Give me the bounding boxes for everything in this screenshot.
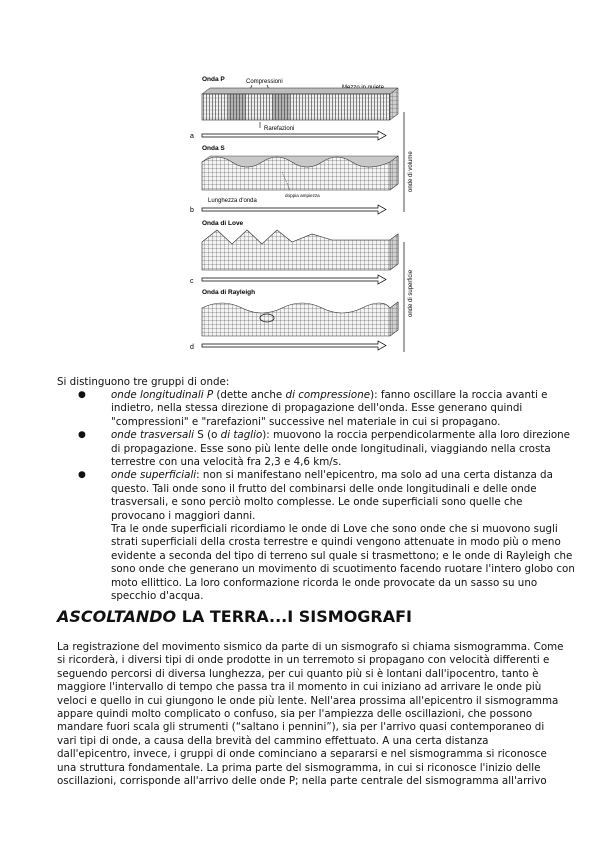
panel-s-title: Onda S — [202, 145, 225, 152]
intro-text: Si distinguono tre gruppi di onde: — [57, 376, 230, 388]
heading-rest: LA TERRA...I SISMOGRAFI — [176, 607, 413, 626]
surface-line: questo. Tali onde sono il frutto del combinarsi delle onde longitudinali e delle onde — [111, 482, 537, 495]
label-compressioni: Compressioni — [246, 79, 283, 85]
p-pre: (dette anche — [213, 389, 286, 401]
label-onde-di-volume: onde di volume — [408, 151, 414, 192]
panel-b-letter: b — [190, 207, 194, 214]
list-item-surface-waves — [57, 469, 575, 603]
label-doppia-ampiezza: doppia ampiezza — [285, 193, 320, 198]
term-surface: onde superficiali — [111, 469, 197, 482]
label-lunghezza-onda: Lunghezza d'onda — [208, 198, 257, 204]
bullet-icon: ● — [78, 390, 86, 400]
surface-line: provocano i maggiori danni. — [111, 509, 256, 522]
label-rarefazioni: Rarefazioni — [264, 126, 295, 132]
p-alt: di compressione — [285, 389, 371, 401]
list-item-s-waves — [57, 429, 571, 469]
surface-line: evidente a seconda del tipo di terreno sul quale si trasmettono; e le onde di Rayleigh che — [111, 549, 573, 562]
s-alt: di taglio — [220, 429, 263, 442]
list-item-p-waves — [57, 389, 557, 429]
paragraph-line: una struttura fondamentale. La prima parte del sismogramma, in cui si riconosce l'inizio delle — [57, 761, 541, 774]
p-line: ): fanno oscillare la roccia avanti e — [370, 389, 548, 401]
paragraph-line: dall'epicentro, invece, i gruppi di onde cominciano a separarsi e nel sismogramma si riconosce — [57, 748, 547, 761]
panel-love-wave — [190, 220, 398, 285]
paragraph-line: mandare fuori scala gli strumenti (“saltano i pennini”), sia per l'arrivo quasi contemporaneo di — [57, 721, 545, 734]
paragraph-line: si ricorderà, i diversi tipi di onde prodotte in un terremoto si propagano con velocità differenti e — [57, 654, 550, 667]
surface-line: Tra le onde superficiali ricordiamo le onde di Love che sono onde che si muovono sugli — [111, 523, 558, 536]
section-paragraph — [57, 641, 564, 788]
surface-line: specchio d'acqua. — [111, 590, 204, 603]
bullet-icon: ● — [78, 470, 86, 481]
s-line: di propagazione. Esse sono più lente delle onde longitudinali, viaggiando nella crosta — [111, 442, 551, 455]
term-s: onde trasversali — [111, 429, 194, 442]
term-p: onde longitudinali P — [111, 389, 214, 401]
surface-line: moto ellittico. La loro conformazione ricorda le onde provocate da un sasso su uno — [111, 576, 538, 589]
section-heading — [57, 607, 412, 626]
paragraph-line: veloci e quello in cui giungono le onde più lente. Nell'area prossima all'epicentro il sismogramma — [57, 694, 559, 707]
label-onde-di-superficie: onde di superficie — [408, 269, 414, 317]
paragraph-line: La registrazione del movimento sismico da parte di un sismografo si chiama sismogramma. Come — [57, 641, 564, 653]
s-line: ): muovono la roccia perpendicolarmente alla loro direzione — [262, 429, 571, 442]
p-line: indietro, nella stessa direzione di propagazione dell'onda. Esse generano quindi — [111, 402, 523, 415]
panel-p-wave — [172, 72, 427, 140]
bullet-icon: ● — [78, 430, 86, 441]
surface-line: sono onde che generano un movimento di scuotimento facendo ruotare l'intero globo con — [111, 563, 575, 576]
panel-rayleigh-title: Onda di Rayleigh — [202, 289, 256, 296]
surface-line: strati superficiali della crosta terrestre e quindi vengono attenuate in modo più o meno — [111, 536, 561, 549]
panel-s-wave — [190, 145, 398, 214]
surface-line: : non si manifestano nell'epicentro, ma solo ad una certa distanza da — [196, 469, 553, 482]
paragraph-line: vari tipi di onde, a causa della brevità del cammino effettuato. A una certa distanza — [57, 734, 489, 747]
panel-p-title: Onda P — [202, 76, 225, 83]
panel-c-letter: c — [190, 278, 194, 285]
p-line: "compressioni" e "rarefazioni" successive nel materiale in cui si propagano. — [111, 415, 501, 428]
surface-line: trasversali, e sono perciò molto complesse. Le onde superficiali sono quelle che — [111, 496, 523, 509]
wave-types-list — [57, 389, 575, 604]
paragraph-line: oscillazioni, corrisponde all'arrivo delle onde P; nella parte centrale del sismogramma all'arrivo — [57, 775, 547, 788]
panel-a-letter: a — [190, 133, 194, 140]
paragraph-line: seguendo percorsi di diversa lunghezza, per cui quanto più si è lontani dall'ipocentro, tanto è — [57, 667, 539, 680]
panel-rayleigh-wave — [190, 289, 398, 351]
side-bracket-superficie — [404, 242, 414, 352]
seismic-waves-figure — [172, 72, 427, 357]
heading-emphasis: ASCOLTANDO — [57, 607, 177, 626]
s-line: terrestre con una velocità fra 2,3 e 4,6 km/s. — [111, 456, 342, 469]
panel-love-title: Onda di Love — [202, 220, 244, 227]
paragraph-line: maggiore l'intervallo di tempo che passa tra il momento in cui iniziano ad arrivare le onde più — [57, 681, 542, 694]
paragraph-line: appare quindi molto complicato o confuso, sia per l'ampiezza delle oscillazioni, che possono — [57, 708, 533, 721]
panel-d-letter: d — [190, 344, 194, 351]
s-pre: S (o — [193, 429, 221, 442]
